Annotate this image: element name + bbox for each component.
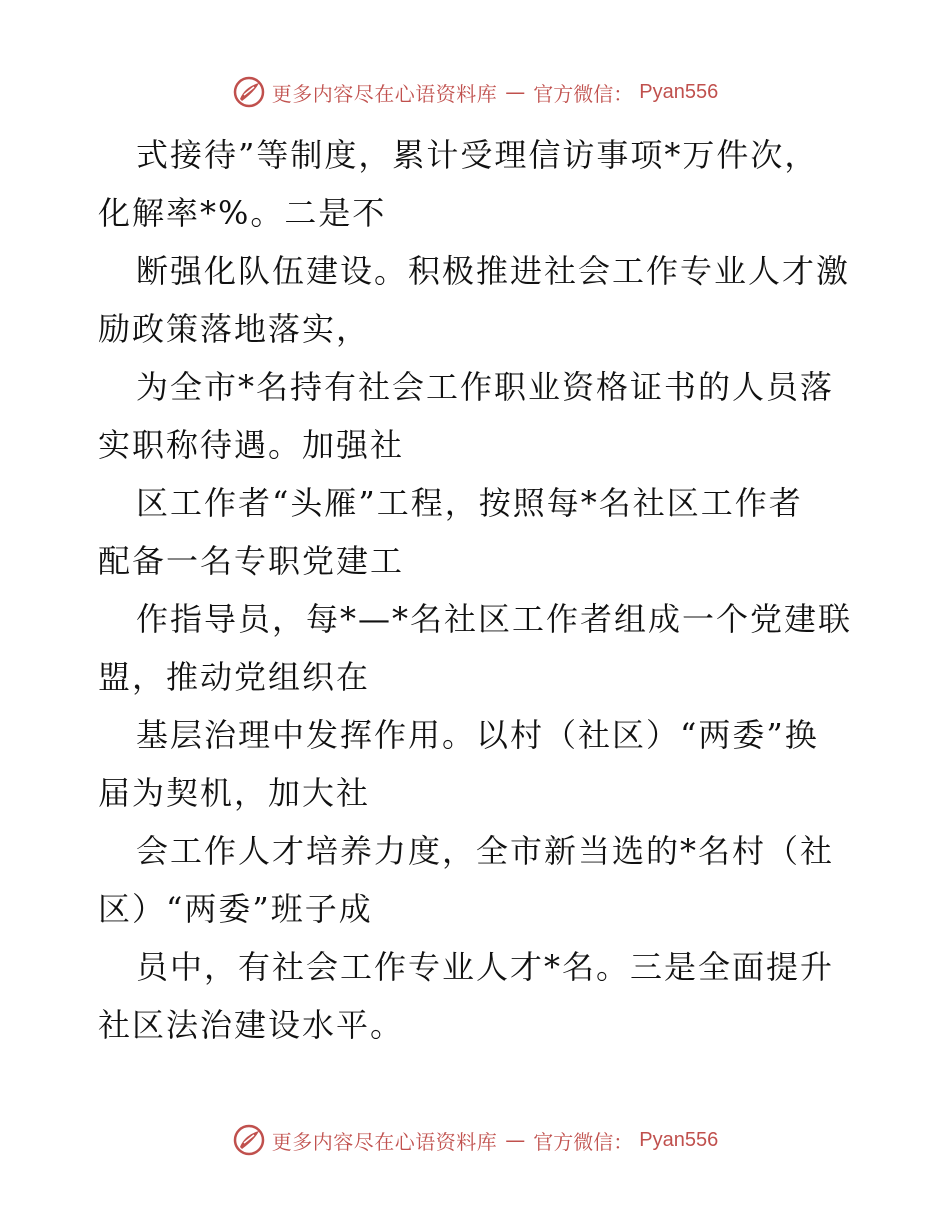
logo-icon: [232, 75, 266, 109]
text-line: 化解率*%。二是不: [98, 194, 387, 232]
footer-watermark: [0, 1120, 950, 1160]
watermark-wechat-id: Pyan556: [639, 1128, 719, 1151]
text-line: 基层治理中发挥作用。以村（社区）“两委”换: [136, 716, 819, 754]
watermark-text: 更多内容尽在心语资料库: [271, 1129, 498, 1154]
text-line: 区工作者“头雁”工程，按照每*名社区工作者: [136, 484, 803, 522]
text-line: 会工作人才培养力度，全市新当选的*名村（社: [136, 832, 835, 870]
watermark-wechat-label: 官方微信：: [533, 81, 634, 106]
text-line: 区）“两委”班子成: [98, 890, 373, 928]
text-line: 配备一名专职党建工: [98, 542, 405, 580]
text-line: 作指导员，每*—*名社区工作者组成一个党建联: [136, 600, 853, 638]
watermark-text: 更多内容尽在心语资料库: [271, 81, 498, 106]
document-body: [98, 126, 858, 1054]
watermark-wechat-id: Pyan556: [639, 80, 719, 103]
text-line: 盟，推动党组织在: [98, 658, 371, 696]
text-line: 社区法治建设水平。: [98, 1006, 405, 1044]
text-line: 为全市*名持有社会工作职业资格证书的人员落: [136, 368, 835, 406]
text-line: 员中，有社会工作专业人才*名。三是全面提升: [136, 948, 835, 986]
text-line: 式接待”等制度，累计受理信访事项*万件次，: [136, 136, 819, 174]
logo-icon: [232, 1123, 266, 1157]
text-line: 届为契机，加大社: [98, 774, 371, 812]
text-line: 励政策落地落实，: [98, 310, 371, 348]
text-line: 实职称待遇。加强社: [98, 426, 405, 464]
watermark-wechat-label: 官方微信：: [533, 1129, 634, 1154]
watermark-separator: —: [505, 1128, 526, 1152]
watermark-separator: —: [505, 80, 526, 104]
header-watermark: [0, 72, 950, 112]
text-line: 断强化队伍建设。积极推进社会工作专业人才激: [136, 252, 851, 290]
